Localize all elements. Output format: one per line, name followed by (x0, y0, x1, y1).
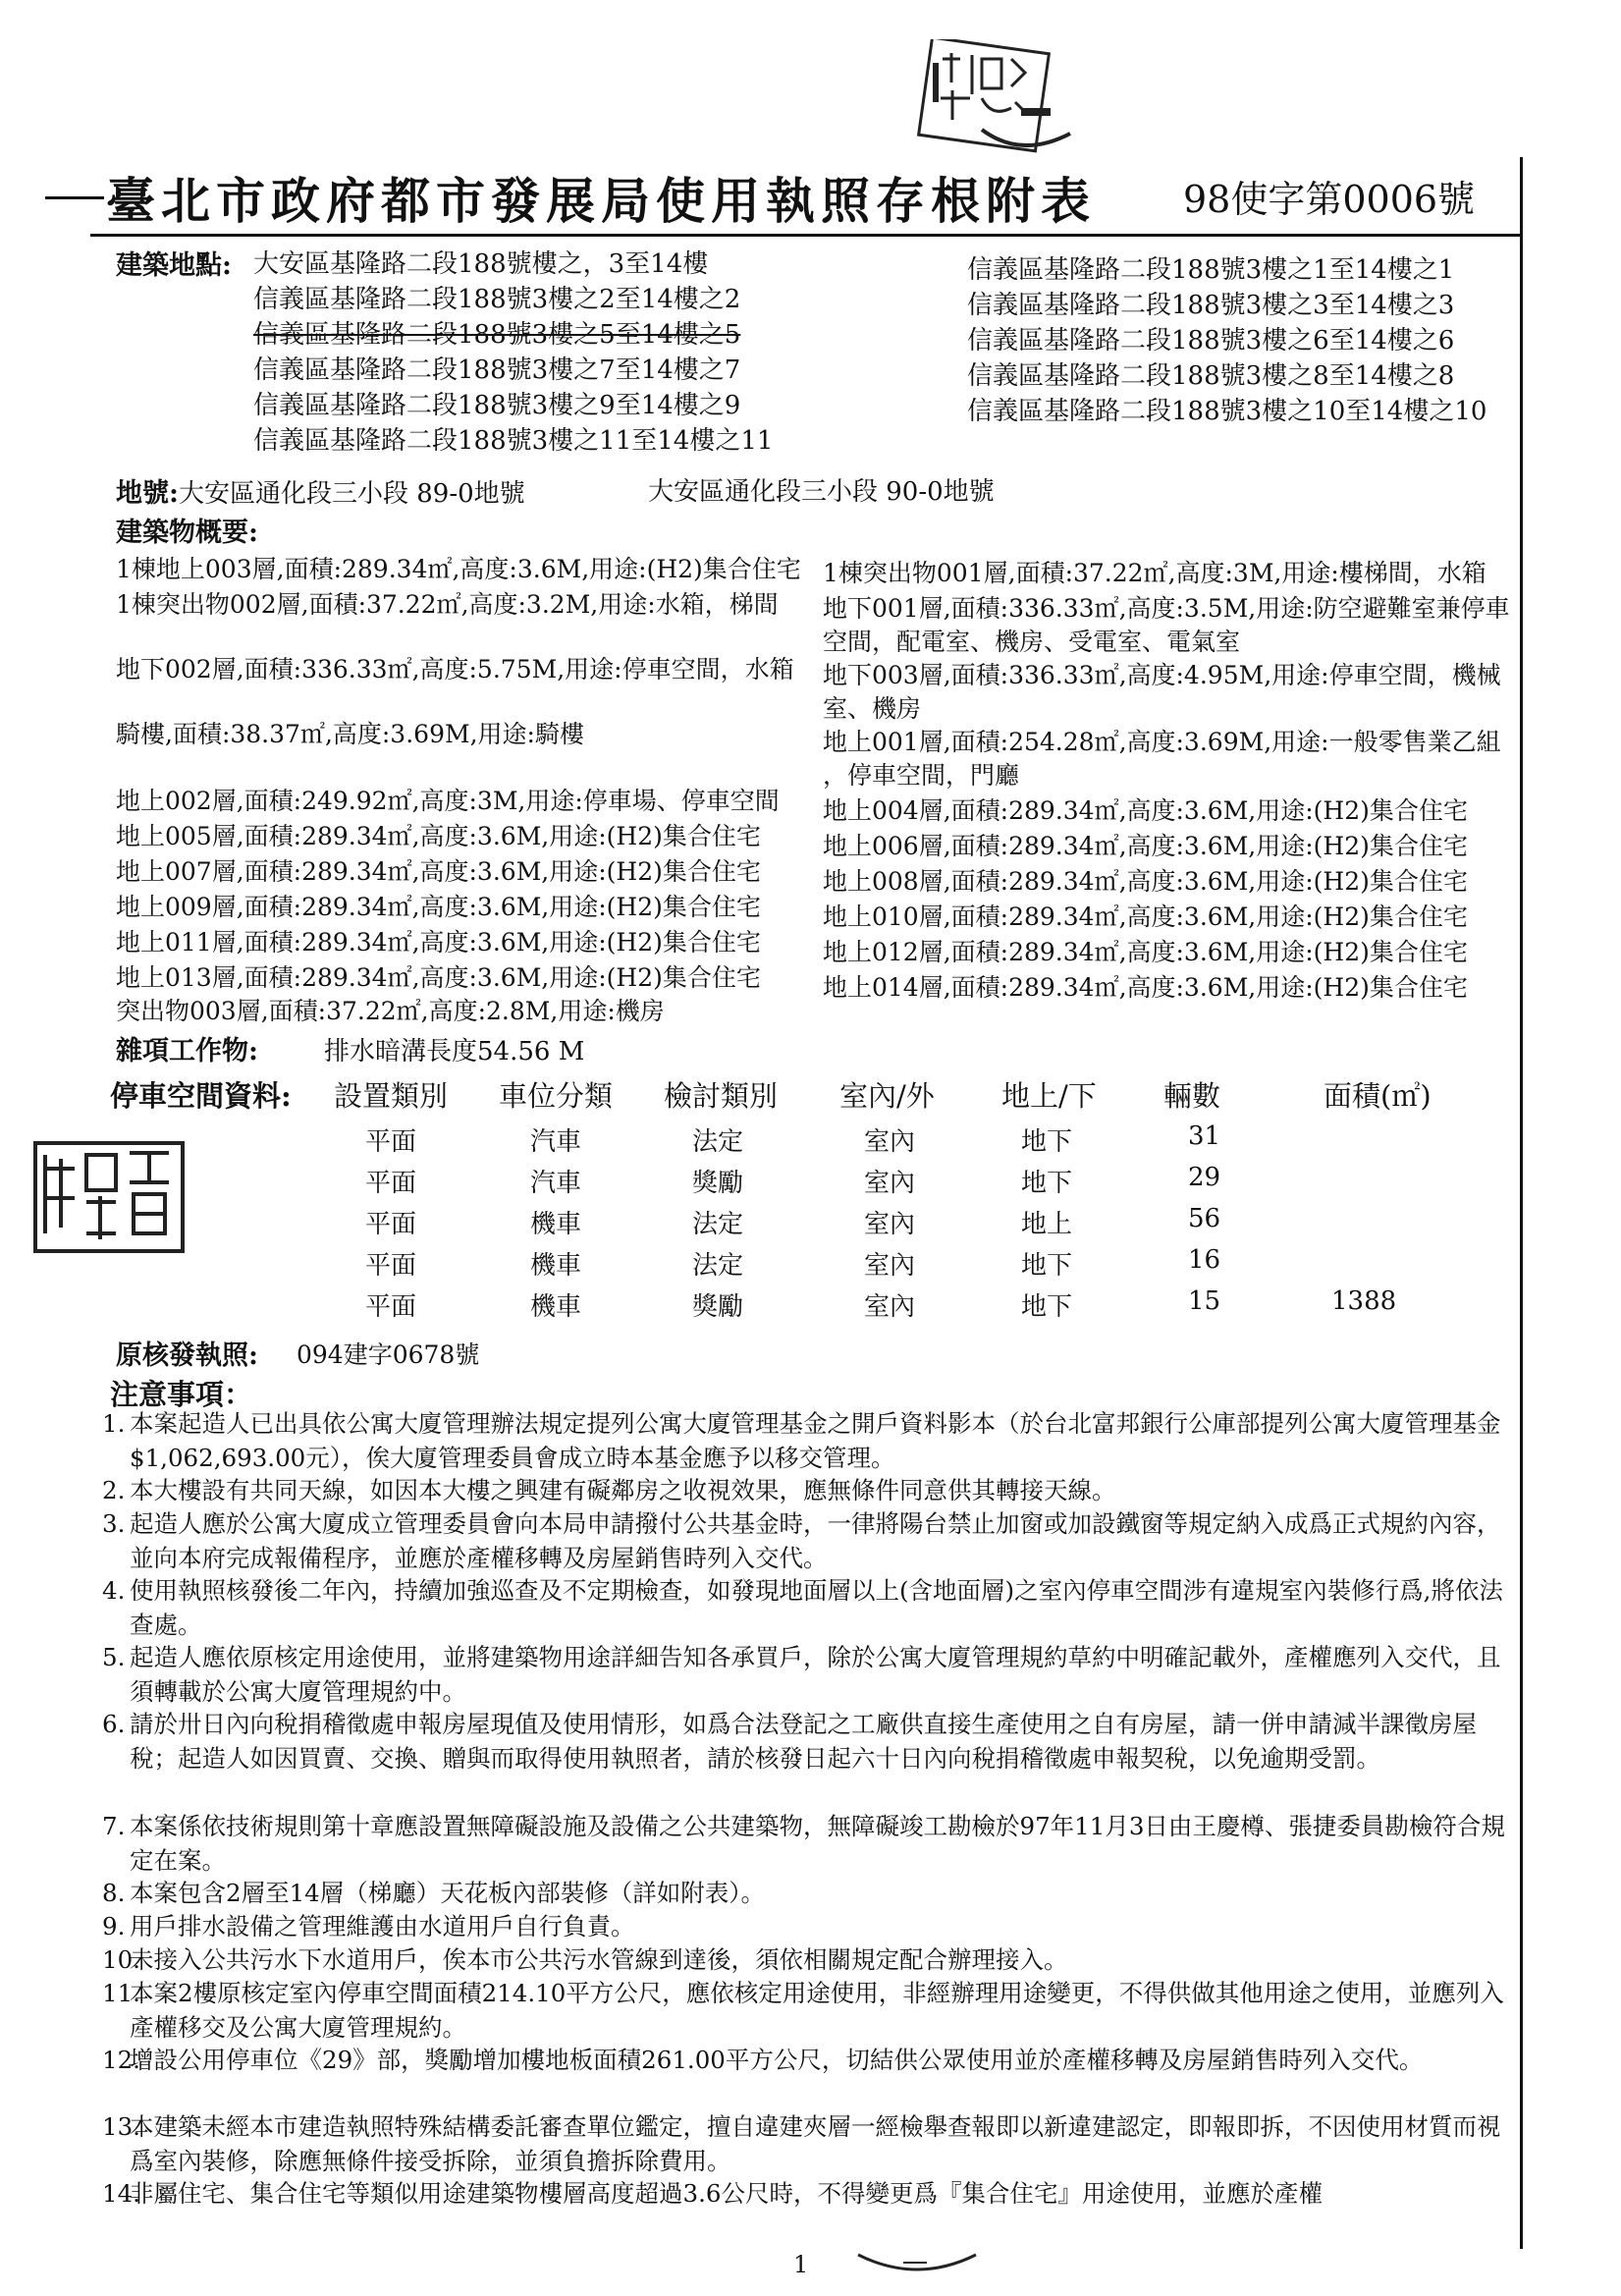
parking-header-2: 車位分類 (499, 1079, 614, 1113)
left-margin-mark (45, 196, 104, 199)
note-number: 14. (102, 2179, 140, 2208)
location-left-3: 信義區基隆路二段188號3樓之5至14樓之5 (253, 320, 741, 350)
parking-header-1: 設置類別 (334, 1079, 449, 1113)
location-left-6: 信義區基隆路二段188號3樓之11至14樓之11 (253, 426, 774, 456)
overview-right-9: 地上006層,面積:289.34㎡,高度:3.6M,用途:(H2)集合住宅 (823, 832, 1468, 860)
parking-cell: 56 (1188, 1204, 1221, 1233)
note-number: 5. (102, 1643, 126, 1671)
overview-right-12: 地上012層,面積:289.34㎡,高度:3.6M,用途:(H2)集合住宅 (823, 938, 1468, 966)
parking-cell: 平面 (365, 1210, 417, 1239)
note-text: 本案起造人已出具依公寓大廈管理辦法規定提列公寓大廈管理基金之開戶資料影本（於台北富邦銀行公庫部提列公寓大廈管理基金$1,062,693.00元），俟大廈管理委員會成立時本基金應予以移交管理。 (130, 1409, 1501, 1472)
note-number: 8. (102, 1879, 126, 1907)
note-item (102, 1707, 1524, 1776)
parking-cell: 15 (1188, 1286, 1221, 1316)
note-text: 使用執照核發後二年內，持續加強巡查及不定期檢查，如發現地面層以上(含地面層)之室內停車空間涉有違規室內裝修行爲,將依法查處。 (130, 1576, 1503, 1639)
overview-left-2: 1棟突出物002層,面積:37.22㎡,高度:3.2M,用途:水箱，梯間 (116, 590, 779, 619)
overview-right-8: 地上004層,面積:289.34㎡,高度:3.6M,用途:(H2)集合住宅 (823, 796, 1468, 825)
overview-right-13: 地上014層,面積:289.34㎡,高度:3.6M,用途:(H2)集合住宅 (823, 973, 1468, 1002)
overview-left-6: 地上005層,面積:289.34㎡,高度:3.6M,用途:(H2)集合住宅 (116, 822, 761, 850)
overview-left-5: 地上002層,面積:249.92㎡,高度:3M,用途:停車場、停車空間 (116, 787, 780, 815)
location-right-2: 信義區基隆路二段188號3樓之3至14樓之3 (967, 291, 1455, 320)
note-item (102, 1976, 1524, 2045)
note-text: 增設公用停車位《29》部，獎勵增加樓地板面積261.00平方公尺，切結供公眾使用並於產權移轉及房屋銷售時列入交代。 (130, 2046, 1424, 2074)
note-number: 2. (102, 1476, 126, 1504)
parking-cell: 31 (1188, 1121, 1221, 1151)
overview-left-10: 地上013層,面積:289.34㎡,高度:3.6M,用途:(H2)集合住宅 (116, 963, 761, 992)
parking-cell: 地下 (1021, 1292, 1073, 1322)
note-item (102, 1809, 1524, 1878)
parking-cell: 法定 (692, 1251, 744, 1281)
parking-cell: 室內 (864, 1169, 916, 1198)
parking-cell: 獎勵 (692, 1169, 744, 1198)
overview-right-1: 1棟突出物001層,面積:37.22㎡,高度:3M,用途:樓梯間，水箱 (823, 559, 1486, 587)
note-item (102, 1640, 1524, 1709)
parking-cell: 地下 (1021, 1251, 1073, 1281)
note-item (102, 2043, 1524, 2077)
parking-cell: 平面 (365, 1292, 417, 1322)
overview-left-4: 騎樓,面積:38.37㎡,高度:3.69M,用途:騎樓 (116, 720, 584, 748)
parking-cell: 汽車 (530, 1169, 582, 1198)
note-number: 1. (102, 1409, 126, 1438)
note-text: 起造人應依原核定用途使用，並將建築物用途詳細告知各承買戶，除於公寓大廈管理規約草約中明確記載外，產權應列入交代，且須轉載於公寓大廈管理規約中。 (130, 1643, 1501, 1706)
note-item (102, 1473, 1524, 1507)
parking-cell: 地上 (1021, 1210, 1073, 1239)
note-item (102, 2176, 1524, 2211)
overview-label: 建築物概要: (116, 518, 258, 548)
parking-cell: 平面 (365, 1169, 417, 1198)
overview-right-4: 地下003層,面積:336.33㎡,高度:4.95M,用途:停車空間，機械 (823, 661, 1501, 689)
document-title: 臺北市政府都市發展局使用執照存根附表 (106, 172, 1096, 230)
note-number: 9. (102, 1912, 126, 1941)
parking-header-6: 輛數 (1163, 1079, 1221, 1113)
overview-right-11: 地上010層,面積:289.34㎡,高度:3.6M,用途:(H2)集合住宅 (823, 902, 1468, 931)
parking-header-4: 室內/外 (839, 1079, 935, 1113)
note-item (102, 1406, 1524, 1475)
note-text: 請於卅日內向稅捐稽徵處申報房屋現值及使用情形，如爲合法登記之工廠供直接生產使用之自有房屋，請一併申請減半課徵房屋稅；起造人如因買賣、交換、贈與而取得使用執照者，請於核發日起六十日內向稅捐稽徵處申報契稅，以免逾期受罰。 (130, 1710, 1477, 1773)
overview-right-5: 室、機房 (823, 694, 922, 723)
misc-value: 排水暗溝長度54.56 M (324, 1037, 585, 1066)
misc-label: 雜項工作物: (116, 1036, 258, 1066)
location-right-1: 信義區基隆路二段188號3樓之1至14樓之1 (967, 255, 1455, 285)
parking-cell: 平面 (365, 1127, 417, 1157)
original-permit-value: 094建字0678號 (297, 1340, 480, 1369)
note-item (102, 1506, 1524, 1575)
parking-cell: 地下 (1021, 1127, 1073, 1157)
overview-right-10: 地上008層,面積:289.34㎡,高度:3.6M,用途:(H2)集合住宅 (823, 867, 1468, 896)
parking-header-3: 檢討類別 (664, 1079, 779, 1113)
note-text: 未接入公共污水下水道用戶，俟本市公共污水管線到達後，須依相關規定配合辦理接入。 (130, 1945, 1068, 1974)
parking-cell: 機車 (530, 1210, 582, 1239)
note-text: 起造人應於公寓大廈成立管理委員會向本局申請撥付公共基金時，一律將陽台禁止加窗或加設鐵窗等規定納入成爲正式規約內容，並向本府完成報備程序，並應於產權移轉及房屋銷售時列入交代。 (130, 1509, 1501, 1572)
parking-cell: 29 (1188, 1163, 1221, 1192)
overview-right-7: ，停車空間，門廳 (823, 761, 1020, 790)
location-left-5: 信義區基隆路二段188號3樓之9至14樓之9 (253, 391, 741, 420)
note-number: 3. (102, 1509, 126, 1538)
location-left-1: 大安區基隆路二段188號樓之，3至14樓 (253, 249, 709, 279)
note-text: 非屬住宅、集合住宅等類似用途建築物樓層高度超過3.6公尺時，不得變更爲『集合住宅』用途使用，並應於產權 (130, 2179, 1323, 2208)
location-right-3: 信義區基隆路二段188號3樓之6至14樓之6 (967, 326, 1455, 355)
note-number: 6. (102, 1710, 126, 1738)
notes-label: 注意事項： (110, 1378, 253, 1411)
note-text: 用戶排水設備之管理維護由水道用戶自行負責。 (130, 1912, 635, 1941)
parking-cell: 室內 (864, 1292, 916, 1322)
title-rule (90, 234, 1522, 237)
lot-value-1: 大安區通化段三小段 89-0地號 (178, 479, 525, 509)
parking-label: 停車空間資料: (110, 1079, 292, 1113)
location-label: 建築地點: (116, 250, 232, 281)
parking-cell: 汽車 (530, 1127, 582, 1157)
note-item (102, 1909, 1524, 1943)
note-number: 11. (102, 1979, 140, 2007)
overview-left-3: 地下002層,面積:336.33㎡,高度:5.75M,用途:停車空間，水箱 (116, 655, 794, 683)
note-number: 4. (102, 1576, 126, 1605)
parking-cell: 室內 (864, 1251, 916, 1281)
parking-cell: 機車 (530, 1292, 582, 1322)
overview-right-6: 地上001層,面積:254.28㎡,高度:3.69M,用途:一般零售業乙組 (823, 728, 1501, 756)
overview-left-7: 地上007層,面積:289.34㎡,高度:3.6M,用途:(H2)集合住宅 (116, 857, 761, 886)
location-right-5: 信義區基隆路二段188號3樓之10至14樓之10 (967, 397, 1487, 426)
note-number: 13. (102, 2112, 140, 2141)
location-left-2: 信義區基隆路二段188號3樓之2至14樓之2 (253, 285, 741, 314)
parking-cell: 1388 (1331, 1286, 1397, 1316)
note-text: 本建築未經本市建造執照特殊結構委託審查單位鑑定，擅自違建夾層一經檢舉查報即以新違建認定，即報即拆，不因使用材質而視爲室內裝修，除應無條件接受拆除，並須負擔拆除費用。 (130, 2112, 1501, 2175)
overview-left-8: 地上009層,面積:289.34㎡,高度:3.6M,用途:(H2)集合住宅 (116, 893, 761, 921)
parking-cell: 16 (1188, 1245, 1221, 1275)
parking-header-5: 地上/下 (1001, 1079, 1097, 1113)
lot-label: 地號: (116, 478, 179, 509)
note-number: 10. (102, 1945, 140, 1974)
parking-cell: 機車 (530, 1251, 582, 1281)
note-number: 7. (102, 1812, 126, 1840)
official-seal-stamp-left (31, 1139, 189, 1257)
note-item (102, 1876, 1524, 1910)
page-number: 1 (793, 2251, 809, 2278)
note-text: 本大樓設有共同天線，如因本大樓之興建有礙鄰房之收視效果，應無條件同意供其轉接天線。 (130, 1476, 1116, 1504)
lot-row (116, 471, 525, 510)
parking-cell: 獎勵 (692, 1292, 744, 1322)
overview-left-9: 地上011層,面積:289.34㎡,高度:3.6M,用途:(H2)集合住宅 (116, 928, 761, 957)
parking-cell: 法定 (692, 1210, 744, 1239)
note-text: 本案2樓原核定室內停車空間面積214.10平方公尺，應依核定用途使用，非經辦理用途變更，不得供做其他用途之使用，並應列入產權移交及公寓大廈管理規約。 (130, 1979, 1504, 2042)
permit-number: 98使字第0006號 (1183, 178, 1476, 221)
location-left-4: 信義區基隆路二段188號3樓之7至14樓之7 (253, 355, 741, 385)
overview-left-1: 1棟地上003層,面積:289.34㎡,高度:3.6M,用途:(H2)集合住宅 (116, 555, 801, 583)
parking-cell: 平面 (365, 1251, 417, 1281)
overview-right-2: 地下001層,面積:336.33㎡,高度:3.5M,用途:防空避難室兼停車 (823, 594, 1510, 623)
bottom-flourish-mark (854, 2249, 982, 2278)
overview-right-3: 空間，配電室、機房、受電室、電氣室 (823, 628, 1241, 656)
parking-cell: 室內 (864, 1127, 916, 1157)
note-item (102, 1573, 1524, 1642)
parking-cell: 地下 (1021, 1169, 1073, 1198)
original-permit-label: 原核發執照: (116, 1340, 258, 1371)
lot-value-2: 大安區通化段三小段 90-0地號 (648, 477, 995, 507)
note-item (102, 1942, 1524, 1977)
overview-left-11: 突出物003層,面積:37.22㎡,高度:2.8M,用途:機房 (116, 997, 665, 1025)
note-text: 本案係依技術規則第十章應設置無障礙設施及設備之公共建築物，無障礙竣工勘檢於97年11月3日由王慶樽、張捷委員勘檢符合規定在案。 (130, 1812, 1505, 1875)
note-item (102, 2109, 1524, 2178)
parking-header-7: 面積(㎡) (1324, 1079, 1432, 1113)
note-text: 本案包含2層至14層（梯廳）天花板內部裝修（詳如附表）。 (130, 1879, 766, 1907)
parking-cell: 法定 (692, 1127, 744, 1157)
location-right-4: 信義區基隆路二段188號3樓之8至14樓之8 (967, 361, 1455, 391)
note-number: 12. (102, 2046, 140, 2074)
parking-cell: 室內 (864, 1210, 916, 1239)
